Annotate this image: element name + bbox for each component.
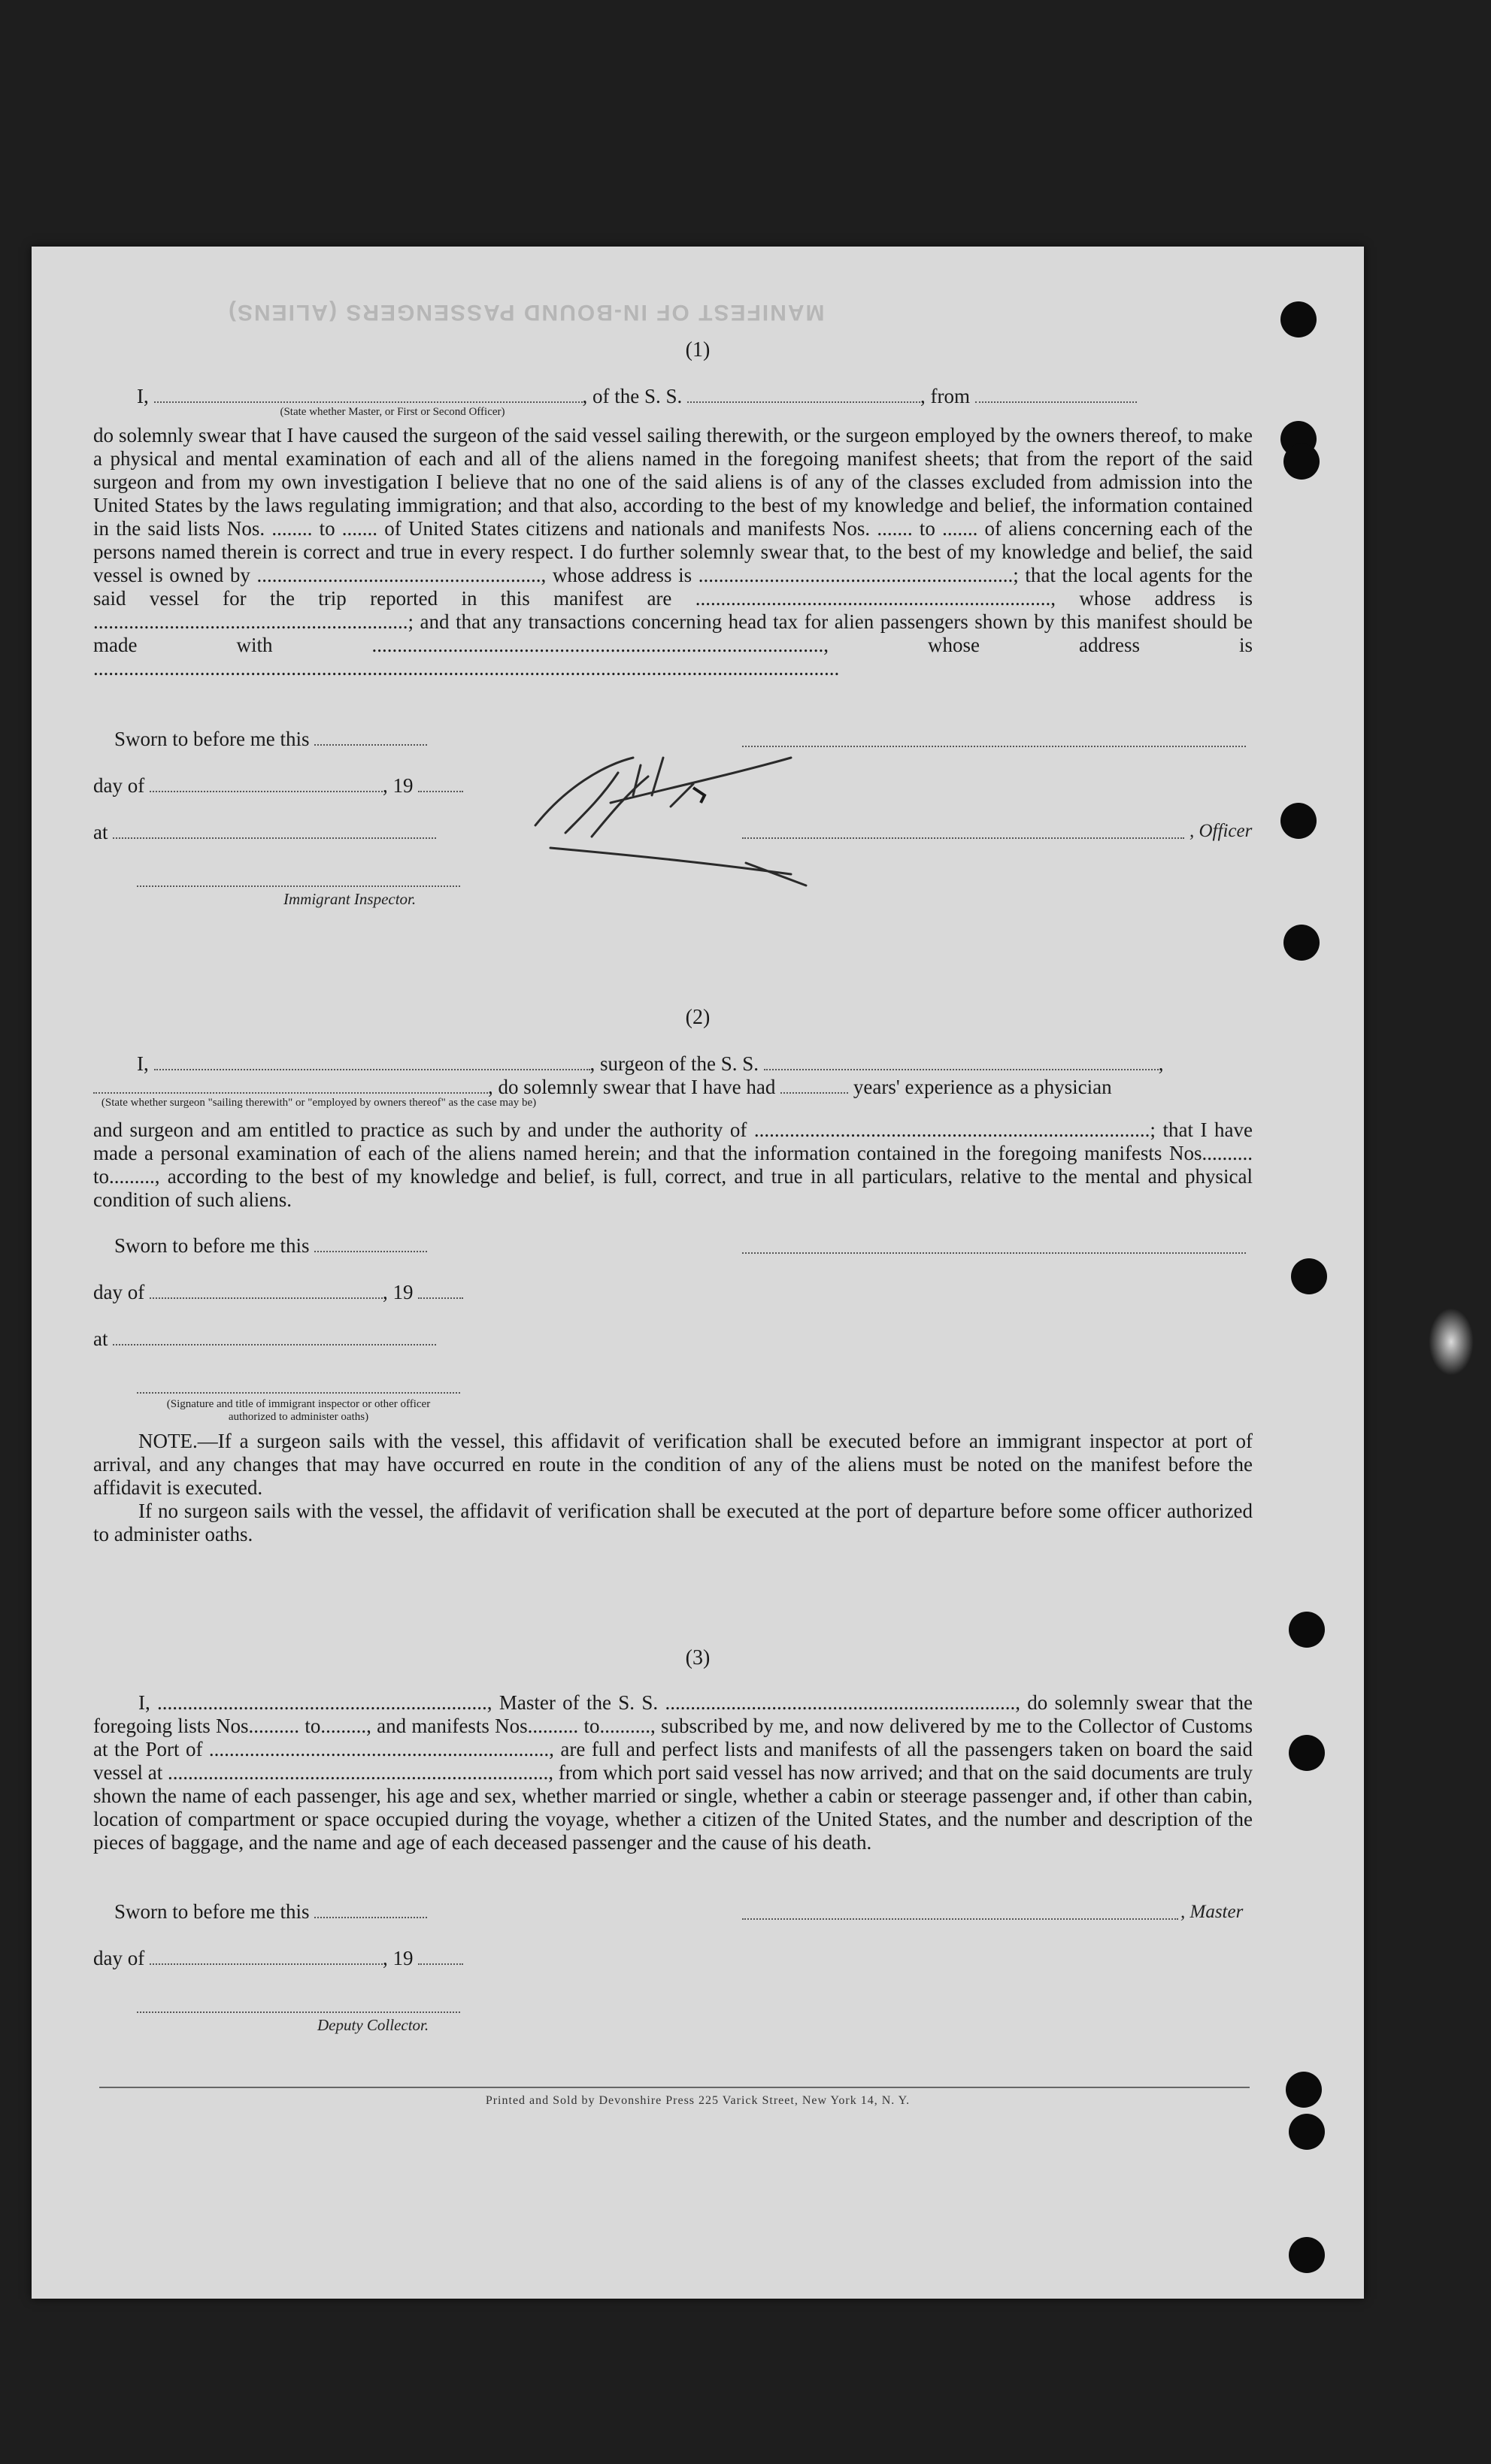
- section-3-body: [93, 1691, 1253, 1854]
- from-port-blank: [975, 386, 1137, 403]
- years-blank: [780, 1077, 848, 1094]
- surgeon-type-blank: [93, 1077, 488, 1094]
- section-1-body: [93, 424, 1253, 680]
- punch-hole: [1289, 1735, 1325, 1771]
- handwritten-signature: [520, 743, 851, 893]
- from-label: , from: [920, 385, 970, 407]
- master-signature-line: [742, 1917, 1178, 1920]
- month-blank: [150, 776, 383, 792]
- at-label: at: [93, 1327, 108, 1350]
- surgeon-of-label: , surgeon of the S. S.: [589, 1052, 759, 1075]
- year-blank: [418, 1948, 463, 1965]
- at-place-blank: [113, 822, 436, 839]
- lead-i: I,: [137, 1052, 149, 1075]
- swear-label: , do solemnly swear that I have had: [488, 1076, 776, 1098]
- month-blank: [150, 1948, 383, 1965]
- day-of-line-1: [93, 774, 463, 798]
- inspector-signature-line-2: [137, 1391, 460, 1394]
- section-2-body: [93, 1118, 1253, 1212]
- section-1-number: (1): [685, 338, 711, 362]
- year-label: , 19: [382, 1947, 414, 1969]
- sworn-day-blank: [314, 1902, 427, 1918]
- surgeon-note: (State whether surgeon "sailing therewith" or "employed by owners thereof" as the case may be): [101, 1097, 537, 1109]
- punch-hole: [1289, 2237, 1325, 2273]
- punch-hole: [1280, 301, 1317, 338]
- lead-i: I,: [137, 385, 149, 407]
- surgeon-name-blank: [154, 1054, 590, 1070]
- surgeon-vessel-blank: [764, 1054, 1159, 1070]
- sworn-label: Sworn to before me this: [114, 1234, 310, 1257]
- punch-hole: [1289, 2114, 1325, 2150]
- sworn-line-2: [114, 1234, 427, 1258]
- sworn-label: Sworn to before me this: [114, 1900, 310, 1923]
- punch-hole: [1283, 925, 1320, 961]
- section-2-text: and surgeon and am entitled to practice as such by and under the authority of ..............................................................................; that I have made a personal examination of each of the aliens named herein; and that the information contained in the foregoing manifests Nos.......... to........., according to the best of my knowledge and belief, is full, correct, and true in all particulars, relative to the mental and physical condition of such aliens.: [93, 1118, 1253, 1211]
- sworn-day-blank: [314, 1236, 427, 1252]
- section-2-swear-line: [93, 1076, 1112, 1099]
- note-surgeon-sails: NOTE.—If a surgeon sails with the vessel, this affidavit of verification shall be executed before an immigrant inspector at port of arrival, and any changes that may have occurred en route in the condition of any of the aliens must be noted on the manifest before the affidavit is executed.: [93, 1430, 1253, 1499]
- section-3-number: (3): [685, 1646, 711, 1669]
- sworn-line-1: [114, 728, 427, 751]
- day-of-label: day of: [93, 774, 145, 797]
- at-label: at: [93, 821, 108, 843]
- master-caption: , Master: [1180, 1902, 1244, 1922]
- officer-name-blank: [154, 386, 583, 403]
- section-1-officer-line: [137, 385, 1137, 408]
- punch-hole: [1280, 803, 1317, 839]
- year-label: , 19: [382, 774, 414, 797]
- officer-caption: , Officer: [1189, 821, 1253, 841]
- punch-hole: [1283, 443, 1320, 480]
- sworn-line-3: [114, 1900, 427, 1924]
- punch-hole: [1286, 2072, 1322, 2108]
- signature-note: (Signature and title of immigrant inspector or other officer authorized to administer oaths): [166, 1398, 431, 1423]
- footer-rule: [99, 2087, 1250, 2088]
- note-no-surgeon: If no surgeon sails with the vessel, the affidavit of verification shall be executed at the port of departure before some officer authorized to administer oaths.: [93, 1500, 1253, 1545]
- day-of-label: day of: [93, 1947, 145, 1969]
- light-glare: [1429, 1308, 1474, 1376]
- day-of-line-3: [93, 1947, 463, 1970]
- years-label: years' experience as a physician: [853, 1076, 1112, 1098]
- month-blank: [150, 1282, 383, 1299]
- year-blank: [418, 1282, 463, 1299]
- punch-hole: [1289, 1612, 1325, 1648]
- bleed-through-text: MANIFEST OF IN-BOUND PASSENGERS (ALIENS): [227, 300, 825, 325]
- punch-hole: [1291, 1258, 1327, 1294]
- at-line-1: [93, 821, 436, 844]
- at-line-2: [93, 1327, 436, 1351]
- surgeon-signature-line: [742, 1251, 1246, 1254]
- collector-signature-line: [137, 2010, 460, 2013]
- at-place-blank: [113, 1329, 436, 1346]
- of-the-ss-label: , of the S. S.: [582, 385, 683, 407]
- year-label: , 19: [382, 1281, 414, 1303]
- section-3-text: I, ................................................................., Master of the S. S. ....................................................................., do solemnly swear that the foregoing lists Nos.......... to........., and manifests Nos.......... to.........., subscribed by me, and now delivered by me to the Collector of Customs at the Port of ..................................................................., are full and perfect lists and manifests of all the passengers taken on board the said vessel at ..........................................................................., from which port said vessel has now arrived; and that on the said documents are truly shown the name of each passenger, his age and sex, whether married or single, whether a cabin or steerage passenger and, if other than cabin, location of compartment or space occupied during the voyage, whether a citizen of the United States, and the number and description of the pieces of baggage, and the name and age of each deceased passenger and the cause of his death.: [93, 1691, 1253, 1854]
- vessel-name-blank: [687, 386, 920, 403]
- manifest-page: [32, 247, 1364, 2299]
- sworn-day-blank: [314, 729, 427, 746]
- day-of-line-2: [93, 1281, 463, 1304]
- section-2-number: (2): [685, 1006, 711, 1029]
- section-2-notes: [93, 1430, 1253, 1546]
- year-blank: [418, 776, 463, 792]
- inspector-caption: Immigrant Inspector.: [283, 890, 417, 908]
- collector-caption: Deputy Collector.: [317, 2016, 429, 2034]
- section-2-surgeon-line: I, , surgeon of the S. S. ,: [137, 1052, 1164, 1075]
- printer-imprint: Printed and Sold by Devonshire Press 225 Varick Street, New York 14, N. Y.: [485, 2094, 911, 2107]
- officer-note: (State whether Master, or First or Second Officer): [280, 406, 505, 418]
- inspector-signature-line: [137, 884, 460, 887]
- section-1-text: do solemnly swear that I have caused the surgeon of the said vessel sailing therewith, or the surgeon employed by the owners thereof, to make a physical and mental examination of each and all of the aliens named in the foregoing manifest sheets; that from the report of the said surgeon and from my own investigation I believe that no one of the said aliens is of any of the classes excluded from admission into the United States by the laws regulating immigration; and that also, according to the best of my knowledge and belief, the information contained in the said lists Nos. ........ to ....... of United States citizens and nationals and manifests Nos. ....... to ....... of aliens concerning each of the persons named therein is correct and true in every respect. I do further solemnly swear that, to the best of my knowledge and belief, the said vessel is owned by ........................................................, whose address is ..............................................................; that the local agents for the said vessel for the trip reported in this manifest are ......................................................................, whose address is ..............................................................; and that any transactions concerning head tax for alien passengers shown by this manifest should be made with ........................................................................................., whose address is ...................................................................................................................................................: [93, 424, 1253, 680]
- day-of-label: day of: [93, 1281, 145, 1303]
- sworn-label: Sworn to before me this: [114, 728, 310, 750]
